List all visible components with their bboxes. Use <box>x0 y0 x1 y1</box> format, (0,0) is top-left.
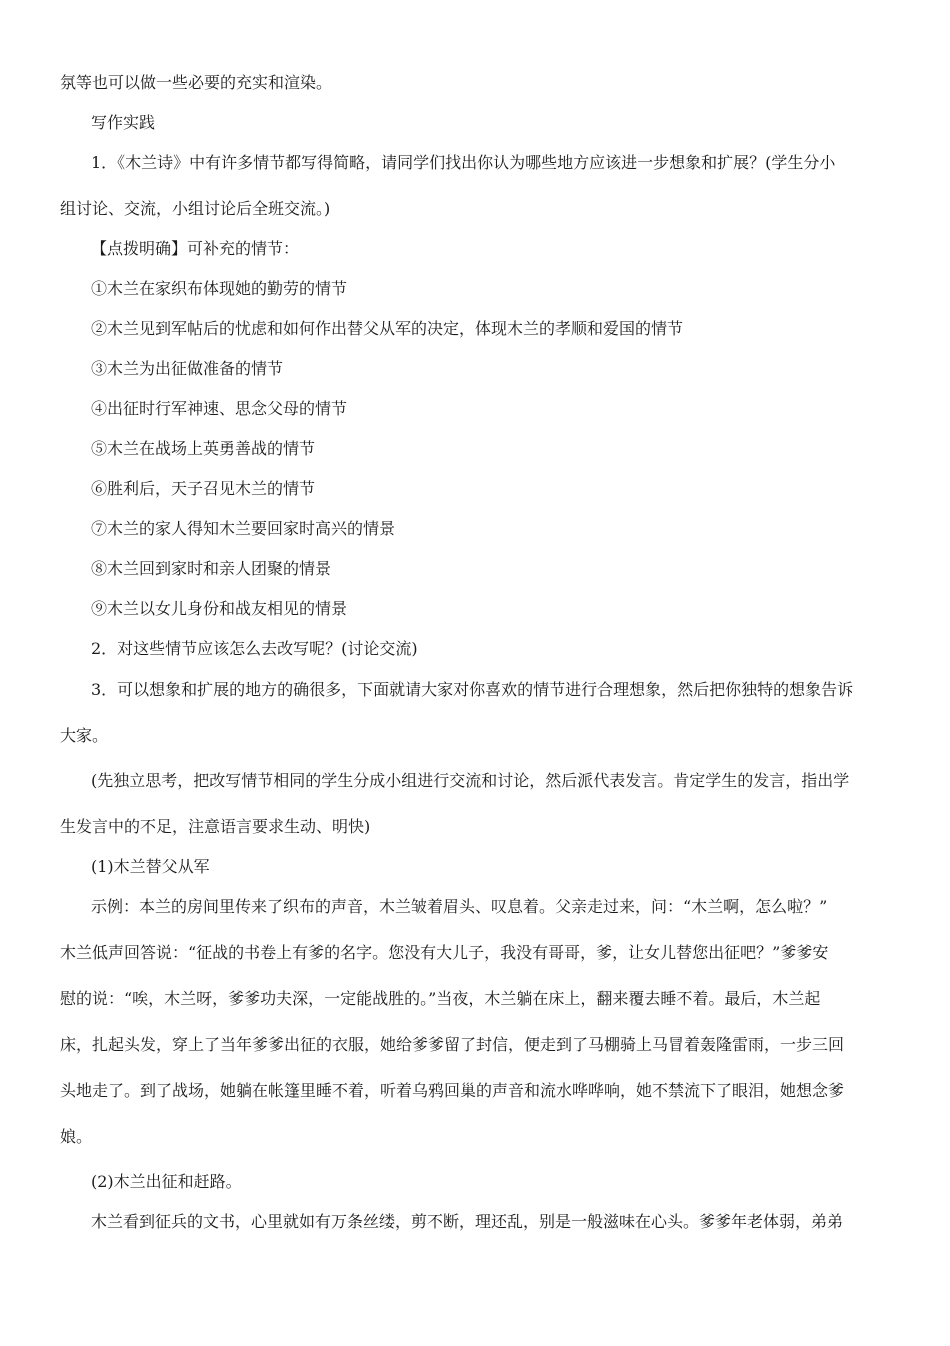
paragraph-line: 大家。 <box>60 726 109 745</box>
list-item: ②木兰见到军帖后的忧虑和如何作出替父从军的决定，体现木兰的孝顺和爱国的情节 <box>91 319 684 338</box>
list-item: ⑧木兰回到家时和亲人团聚的情景 <box>91 559 332 578</box>
paragraph-line: 2．对这些情节应该怎么去改写呢？(讨论交流) <box>91 639 418 658</box>
list-item: ④出征时行军神速、思念父母的情节 <box>91 399 348 418</box>
paragraph-line: 头地走了。到了战场，她躺在帐篷里睡不着，听着乌鸦回巢的声音和流水哗哗响，她不禁流下了眼泪，她想念爹 <box>60 1081 845 1100</box>
paragraph-line: 床，扎起头发，穿上了当年爹爹出征的衣服，她给爹爹留了封信，便走到了马棚骑上马冒着轰隆雷雨，一步三回 <box>60 1035 845 1054</box>
paragraph-line: (先独立思考，把改写情节相同的学生分成小组进行交流和讨论，然后派代表发言。肯定学生的发言，指出学 <box>91 771 850 790</box>
list-item: ⑦木兰的家人得知木兰要回家时高兴的情景 <box>91 519 396 538</box>
paragraph-line: 木兰低声回答说：“征战的书卷上有爹的名字。您没有大儿子，我没有哥哥，爹，让女儿替您出征吧？”爹爹安 <box>60 943 829 962</box>
list-item: ⑨木兰以女儿身份和战友相见的情景 <box>91 599 348 618</box>
list-item: ③木兰为出征做准备的情节 <box>91 359 284 378</box>
paragraph-line: 3．可以想象和扩展的地方的确很多，下面就请大家对你喜欢的情节进行合理想象，然后把你独特的想象告诉 <box>91 680 854 699</box>
paragraph-line: 组讨论、交流，小组讨论后全班交流。) <box>60 199 331 218</box>
paragraph-line: 氛等也可以做一些必要的充实和渲染。 <box>60 73 333 92</box>
paragraph-line: 木兰看到征兵的文书，心里就如有万条丝缕，剪不断，理还乱，别是一般滋味在心头。爹爹年老体弱，弟弟 <box>91 1212 844 1231</box>
list-item: ⑥胜利后，天子召见木兰的情节 <box>91 479 316 498</box>
paragraph-line: 【点拨明确】可补充的情节： <box>91 239 300 258</box>
paragraph-line: 示例：本兰的房间里传来了织布的声音，木兰皱着眉头、叹息着。父亲走过来，问：“木兰啊，怎么啦？” <box>91 897 828 916</box>
list-item: ⑤木兰在战场上英勇善战的情节 <box>91 439 316 458</box>
paragraph-line: 娘。 <box>60 1127 93 1146</box>
paragraph-line: 慰的说：“唉，木兰呀，爹爹功夫深，一定能战胜的。”当夜，木兰躺在床上，翻来覆去睡不着。最后，木兰起 <box>60 989 821 1008</box>
paragraph-line: 生发言中的不足，注意语言要求生动、明快) <box>60 817 371 836</box>
subsection-heading: (2)木兰出征和赶路。 <box>91 1172 242 1191</box>
list-item: ①木兰在家织布体现她的勤劳的情节 <box>91 279 348 298</box>
subsection-heading: (1)木兰替父从军 <box>91 857 210 876</box>
section-heading: 写作实践 <box>91 113 156 132</box>
paragraph-line: 1．《木兰诗》中有许多情节都写得简略，请同学们找出你认为哪些地方应该进一步想象和扩展？(学生分小 <box>91 153 836 172</box>
